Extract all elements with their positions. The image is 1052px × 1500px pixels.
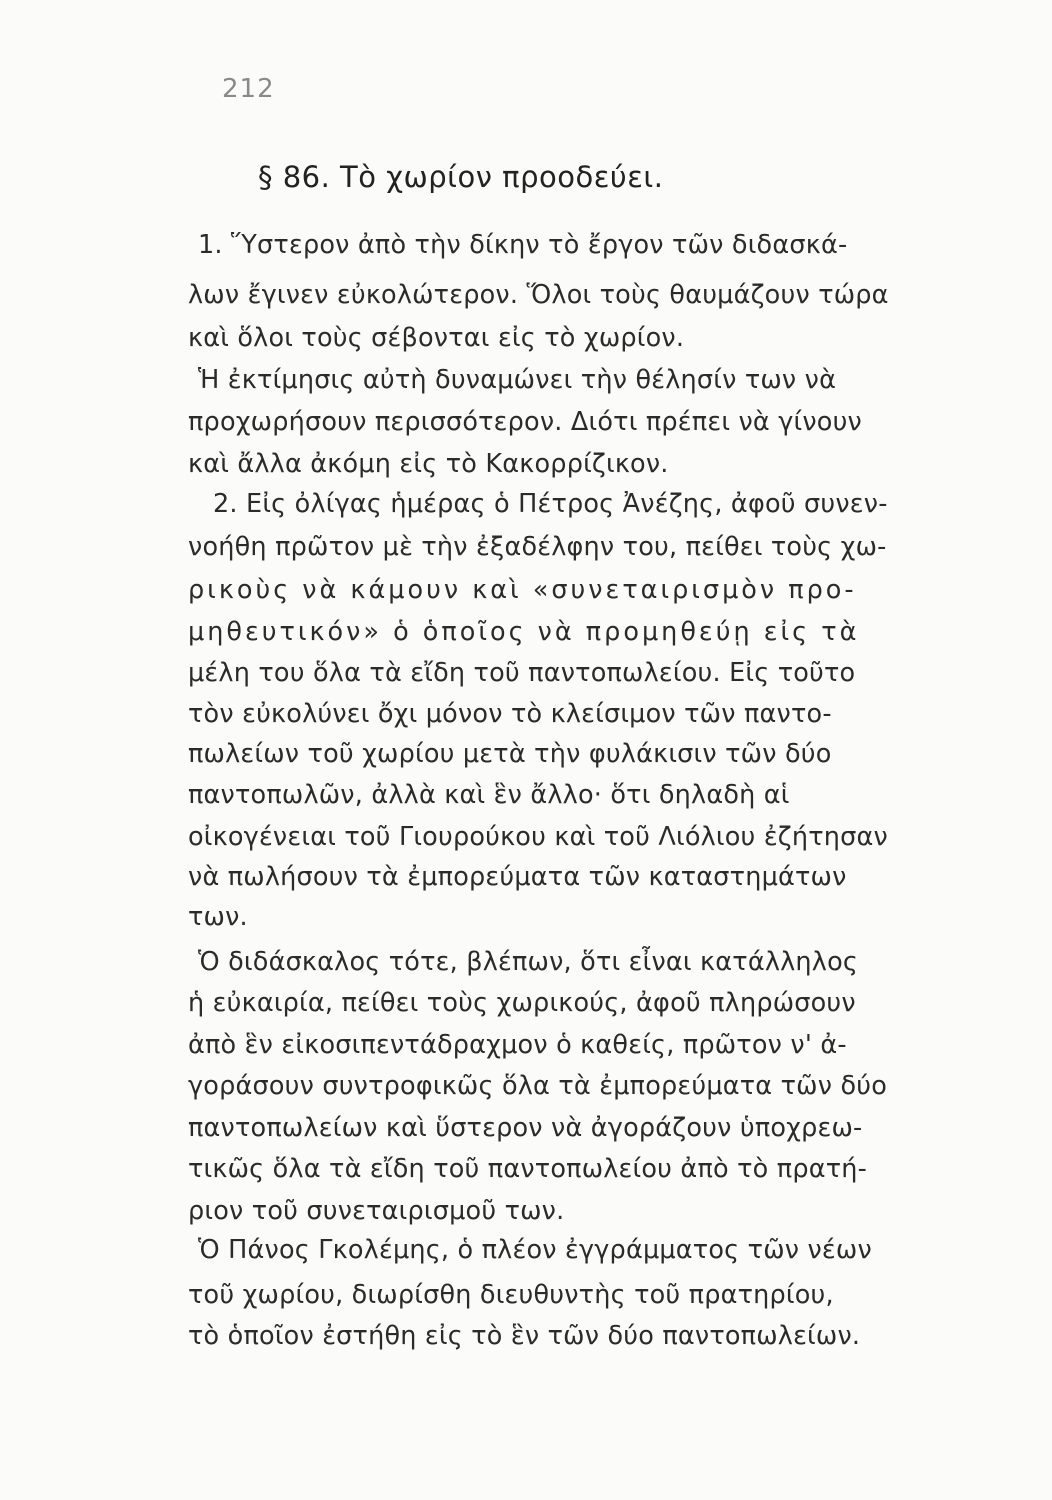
text-line: 2. Εἰς ὀλίγας ἡμέρας ὁ Πέτρος Ἀνέζης, ἀφοῦ συνεν- xyxy=(213,489,888,519)
text-line: τὸν εὐκολύνει ὄχι μόνον τὸ κλείσιμον τῶν παντο- xyxy=(188,699,832,729)
text-line: παντοπωλείων καὶ ὕστερον νὰ ἀγοράζουν ὑποχρεω- xyxy=(188,1113,863,1143)
text-line: οἰκογένειαι τοῦ Γιουρούκου καὶ τοῦ Λιόλιου ἐζήτησαν xyxy=(188,822,888,852)
text-line: νοήθη πρῶτον μὲ τὴν ἐξαδέλφην του, πείθει τοὺς χω- xyxy=(188,532,887,562)
text-line: μηθευτικόν» ὁ ὁποῖος νὰ προμηθεύῃ εἰς τὰ xyxy=(188,617,860,647)
text-line: ρικοὺς νὰ κάμουν καὶ «συνεταιρισμὸν προ- xyxy=(188,575,857,605)
text-line: τοῦ χωρίου, διωρίσθη διευθυντὴς τοῦ πρατηρίου, xyxy=(188,1280,834,1310)
text-line: προχωρήσουν περισσότερον. Διότι πρέπει νὰ γίνουν xyxy=(188,407,862,437)
text-line: ριον τοῦ συνεταιρισμοῦ των. xyxy=(188,1196,565,1226)
text-line: καὶ ὅλοι τοὺς σέβονται εἰς τὸ χωρίον. xyxy=(188,323,685,353)
text-line: Ἡ ἐκτίμησις αὐτὴ δυναμώνει τὴν θέλησίν των νὰ xyxy=(198,365,837,395)
text-line: Ὁ Πάνος Γκολέμης, ὁ πλέον ἐγγράμματος τῶν νέων xyxy=(198,1235,872,1265)
text-line: μέλη του ὅλα τὰ εἴδη τοῦ παντοπωλείου. Εἰς τοῦτο xyxy=(188,658,856,688)
text-line: παντοπωλῶν, ἀλλὰ καὶ ἓν ἄλλο· ὅτι δηλαδὴ αἱ xyxy=(188,780,790,810)
text-line: τικῶς ὅλα τὰ εἴδη τοῦ παντοπωλείου ἀπὸ τὸ πρατή- xyxy=(188,1154,868,1184)
text-line: ἀπὸ ἓν εἰκοσιπεντάδραχμον ὁ καθείς, πρῶτον ν' ἀ- xyxy=(188,1030,847,1060)
text-line: ἡ εὐκαιρία, πείθει τοὺς χωρικούς, ἀφοῦ πληρώσουν xyxy=(188,988,856,1018)
text-line: τὸ ὁποῖον ἐστήθη εἰς τὸ ἓν τῶν δύο παντοπωλείων. xyxy=(188,1321,861,1351)
text-line: νὰ πωλήσουν τὰ ἐμπορεύματα τῶν καταστημάτων xyxy=(188,862,847,892)
text-line: λων ἔγινεν εὐκολώτερον. Ὅλοι τοὺς θαυμάζουν τώρα xyxy=(188,280,889,310)
text-line: Ὁ διδάσκαλος τότε, βλέπων, ὅτι εἶναι κατάλληλος xyxy=(198,947,859,977)
text-line: γοράσουν συντροφικῶς ὅλα τὰ ἐμπορεύματα τῶν δύο xyxy=(188,1071,888,1101)
page-number: 212 xyxy=(222,74,275,104)
text-line: 1. Ὕστερον ἀπὸ τὴν δίκην τὸ ἔργον τῶν διδασκά- xyxy=(198,230,848,260)
text-line: καὶ ἄλλα ἀκόμη εἰς τὸ Κακορρίζικον. xyxy=(188,449,669,479)
section-title: § 86. Τὸ χωρίον προοδεύει. xyxy=(258,160,664,194)
text-line: των. xyxy=(188,902,248,932)
text-line: πωλείων τοῦ χωρίου μετὰ τὴν φυλάκισιν τῶν δύο xyxy=(188,739,832,769)
